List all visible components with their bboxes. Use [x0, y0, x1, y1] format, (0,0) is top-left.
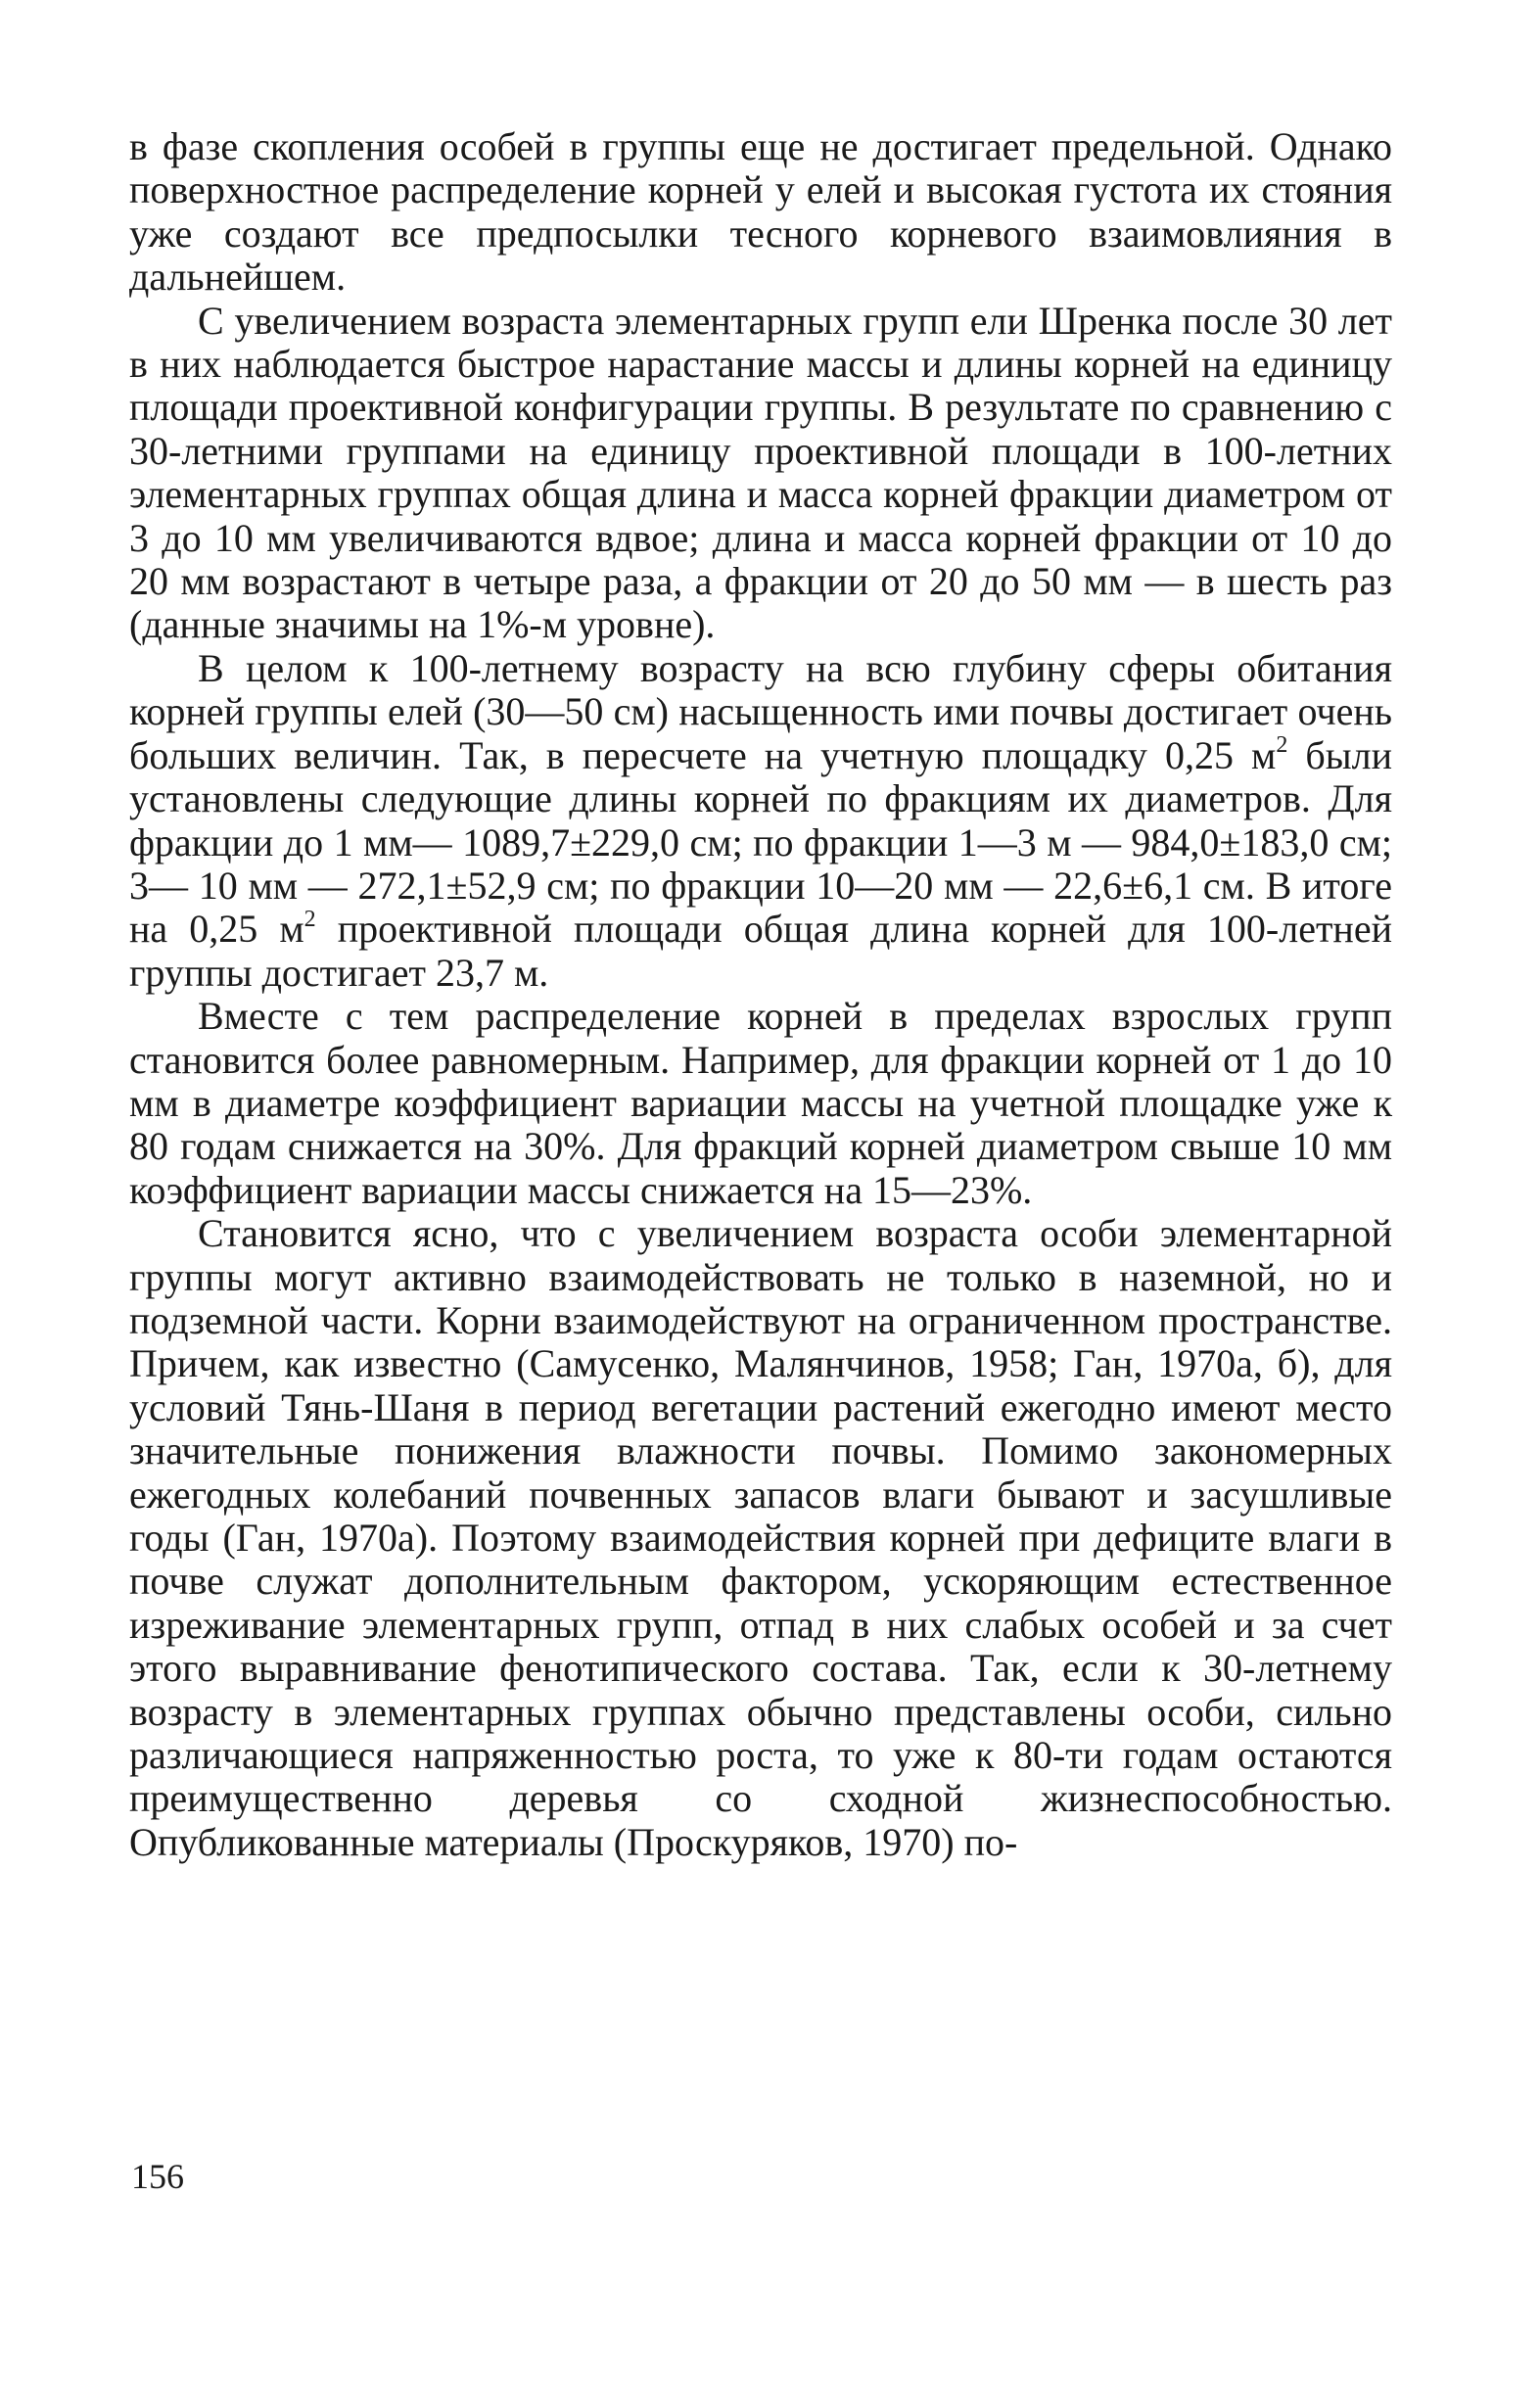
paragraph-4	[129, 995, 1392, 1212]
superscript: 2	[303, 906, 316, 932]
paragraph-text: Становится ясно, что с увеличением возраста особи элементарной группы могут активно взаимодействовать не только в наземной, но и подземной части. Корни взаимодействуют на ограниченном пространстве. Причем, как известно (Самусенко, Малянчинов, 1958; Ган, 1970а, б), для условий Тянь-Шаня в период вегетации растений ежегодно имеют место значительные понижения влажности почвы. Помимо закономерных ежегодных колебаний почвенных запасов влаги бывают и засушливые годы (Ган, 1970а). Поэтому взаимодействия корней при дефиците влаги в почве служат дополнительным фактором, ускоряющим естественное изреживание элементарных групп, отпад в них слабых особей и за счет этого выравнивание фенотипического состава. Так, если к 30-летнему возрасту в элементарных группах обычно представлены особи, сильно различающиеся напряженностью роста, то уже к 80-ти годам остаются преимущественно деревья со сходной жизнеспособностью. Опубликованные материалы (Проскуряков, 1970) по-	[129, 1211, 1392, 1864]
paragraph-text: В целом к 100-летнему возрасту на всю глубину сферы обитания корней группы елей (30—50 см) насыщенность ими почвы достигает очень больших величин. Так, в пересчете на учетную площадку 0,25 м	[129, 645, 1392, 777]
paragraph-text: С увеличением возраста элементарных групп ели Шренка после 30 лет в них наблюдается быстрое нарастание массы и длины корней на единицу площади проективной конфигурации группы. В результате по сравнению с 30-летними группами на единицу проективной площади в 100-летних элементарных группах общая длина и масса корней фракции диаметром от 3 до 10 мм увеличиваются вдвое; длина и масса корней фракции от 10 до 20 мм возрастают в четыре раза, а фракции от 20 до 50 мм — в шесть раз (данные значимы на 1%-м уровне).	[129, 298, 1392, 647]
paragraph-1	[129, 125, 1392, 300]
superscript: 2	[1276, 732, 1288, 759]
paragraph-text: были установлены следующие длины корней по фракциям их диаметров. Для фракции до 1 мм— 1089,7±229,0 см; по фракции 1—3 м — 984,0±183,0 см; 3— 10 мм — 272,1±52,9 см; по фракции 10—20 мм — 22,6±6,1 см. В итоге на 0,25 м	[129, 732, 1393, 952]
paragraph-text: в фазе скопления особей в группы еще не достигает предельной. Однако поверхностное распределение корней у елей и высокая густота их стояния уже создают все предпосылки тесного корневого взаимовлияния в дальнейшем.	[129, 124, 1392, 300]
page-number: 156	[131, 2157, 184, 2196]
page-body	[129, 125, 1392, 1864]
paragraph-3	[129, 647, 1392, 995]
paragraph-2	[129, 300, 1392, 647]
paragraph-text: Вместе с тем распределение корней в пределах взрослых групп становится более равномерным. Например, для фракции корней от 1 до 10 мм в диаметре коэффициент вариации массы на учетной площадке уже к 80 годам снижается на 30%. Для фракций корней диаметром свыше 10 мм коэффициент вариации массы снижается на 15—23%.	[129, 994, 1392, 1212]
paragraph-text: проективной площади общая длина корней для 100-летней группы достигает 23,7 м.	[129, 907, 1392, 995]
paragraph-5	[129, 1212, 1392, 1864]
